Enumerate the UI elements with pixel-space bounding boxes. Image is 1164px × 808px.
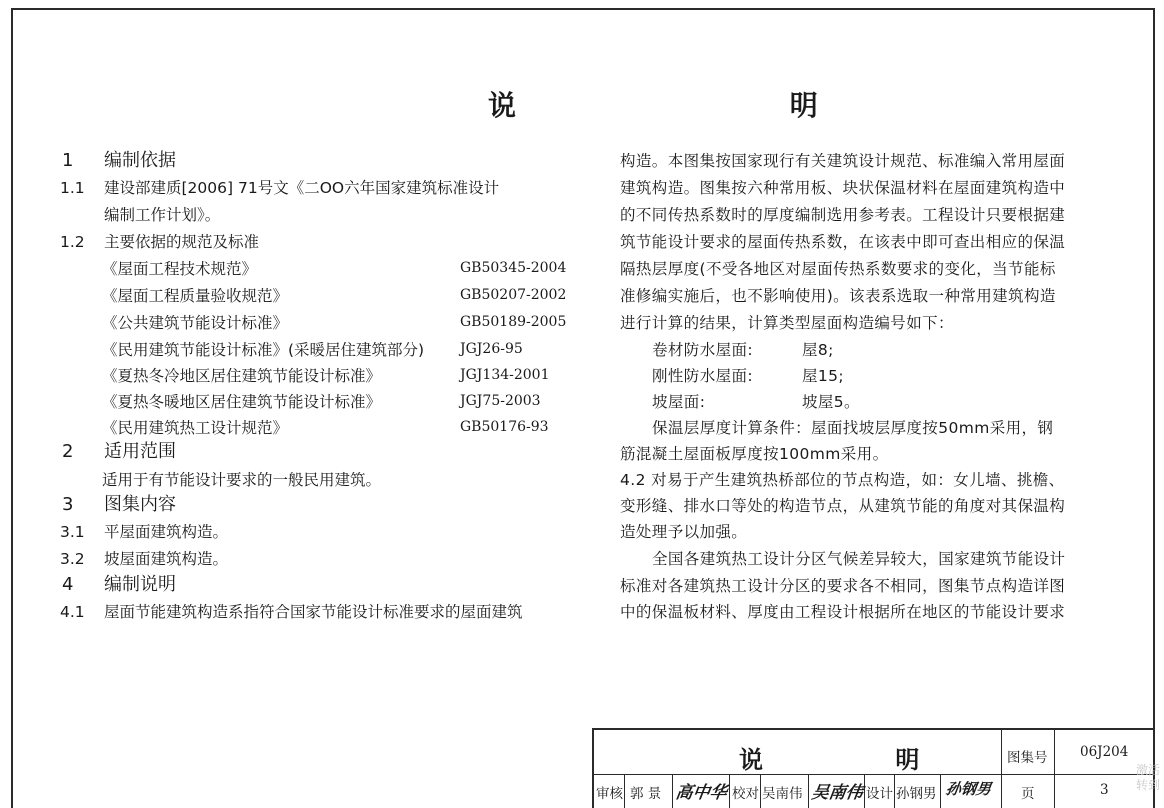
standard-code: JGJ26-95 [460,341,523,357]
standard-name: 《夏热冬暖地区居住建筑节能设计标准》 [102,393,382,411]
paragraph-line: 筑节能设计要求的屋面传热系数，在该表中即可查出相应的保温 [620,233,1066,251]
roof-type-name: 卷材防水屋面: [652,341,754,359]
paragraph-line: 的不同传热系数时的厚度编制选用参考表。工程设计只要根据建 [620,206,1066,224]
item-3-2 [60,549,228,569]
item-text: 坡屋面建筑构造。 [104,550,229,568]
roof-type-code: 屋15; [802,367,845,385]
item-4-2-cont: 变形缝、排水口等处的构造节点，从建筑节能的角度对其保温构 [620,497,1066,515]
roof-type-code: 屋8; [802,341,834,359]
title-block-title: 说 明 [739,746,982,774]
item-1-2 [60,232,259,252]
item-text: 建设部建质[2006] 71号文《二OO六年国家建筑标准设计 [104,179,500,197]
title-block-divider [729,774,730,808]
item-1-1-cont: 编制工作计划》。 [104,206,221,224]
calc-condition: 保温层厚度计算条件：屋面找坡层厚度按50mm采用，钢 [652,419,1054,437]
item-text: 主要依据的规范及标准 [104,233,260,251]
section-2-heading [62,442,176,462]
reviewer-name: 郭 景 [630,786,662,802]
item-4-1 [60,602,523,622]
standard-code: JGJ75-2003 [460,393,541,409]
section-title: 适用范围 [104,441,176,462]
page-title: 说 明 [488,89,950,122]
item-number: 1.2 [60,233,85,251]
paragraph-line: 隔热层厚度(不受各地区对屋面传热系数要求的变化，当节能标 [620,260,1056,278]
title-block-divider [1001,730,1002,808]
section-number: 1 [62,150,74,171]
standard-code: GB50207-2002 [460,287,567,303]
paragraph-line: 准修编实施后，也不影响使用)。该表系选取一种常用建筑构造 [620,287,1056,305]
section-3-heading [62,495,176,515]
item-text: 屋面节能建筑构造系指符合国家节能设计标准要求的屋面建筑 [104,603,523,621]
item-4-2-cont: 造处理予以加强。 [620,523,748,541]
item-number: 3.2 [60,550,85,568]
checker-signature: 吴南伟 [810,783,865,803]
section-2-text: 适用于有节能设计要求的一般民用建筑。 [102,471,382,489]
title-block-divider [760,774,761,808]
atlas-label: 图集号 [1007,750,1048,766]
standard-name: 《屋面工程质量验收规范》 [102,287,289,305]
section-4-heading [62,575,176,595]
checker-name: 吴南伟 [762,786,803,802]
page-number: 3 [1100,782,1109,798]
title-block-divider [894,774,895,808]
standard-name: 《夏热冬冷地区居住建筑节能设计标准》 [102,367,382,385]
page-label: 页 [1021,786,1035,802]
standard-code: GB50176-93 [460,419,549,435]
item-4-2: 4.2 对易于产生建筑热桥部位的节点构造，如：女儿墙、挑檐、 [620,471,1065,489]
section-number: 2 [62,441,74,462]
watermark: 激活 转到 [1135,763,1160,792]
item-text: 平屋面建筑构造。 [104,523,229,541]
section-title: 图集内容 [104,494,176,515]
title-block-divider [1054,730,1055,808]
atlas-number: 06J204 [1080,744,1129,760]
section-number: 3 [62,494,74,515]
paragraph-line: 建筑构造。图集按六种常用板、块状保温材料在屋面建筑构造中 [620,179,1066,197]
standard-name: 《公共建筑节能设计标准》 [102,314,289,332]
title-block [592,728,1155,808]
title-block-divider [808,774,809,808]
section-title: 编制说明 [104,574,176,595]
design-label: 设计 [866,786,893,802]
roof-type-name: 坡屋面: [652,393,706,411]
calc-condition-cont: 筋混凝土屋面板厚度按100mm采用。 [620,445,889,463]
item-1-1 [60,178,499,198]
paragraph-line: 全国各建筑热工设计分区气候差异较大，国家建筑节能设计 [652,550,1066,568]
standard-code: GB50345-2004 [460,260,567,276]
roof-type-name: 刚性防水屋面: [652,367,754,385]
item-3-1 [60,522,228,542]
section-1-heading [62,151,176,171]
paragraph-line: 构造。本图集按国家现行有关建筑设计规范、标准编入常用屋面 [620,152,1066,170]
reviewer-signature: 高中华 [674,783,729,803]
roof-type-code: 坡屋5。 [802,393,860,411]
title-block-divider [672,774,673,808]
section-title: 编制依据 [104,150,176,171]
standard-name: 《民用建筑热工设计规范》 [102,419,289,437]
paragraph-line: 标准对各建筑热工设计分区的要求各不相同，图集节点构造详图 [620,577,1066,595]
standard-code: JGJ134-2001 [460,367,550,383]
paragraph-line: 进行计算的结果，计算类型屋面构造编号如下： [620,314,954,332]
standard-name: 《屋面工程技术规范》 [102,260,258,278]
standard-name: 《民用建筑节能设计标准》(采暖居住建筑部分) [102,341,425,359]
item-number: 1.1 [60,179,85,197]
item-number: 3.1 [60,523,85,541]
title-block-divider [624,774,625,808]
standard-code: GB50189-2005 [460,314,567,330]
section-number: 4 [62,574,74,595]
paragraph-line: 中的保温板材料、厚度由工程设计根据所在地区的节能设计要求 [620,603,1066,621]
check-label: 校对 [732,786,759,802]
title-block-divider [940,774,941,808]
designer-name: 孙钢男 [896,786,937,802]
designer-signature: 孙钢男 [944,780,993,798]
review-label: 审核 [596,786,623,802]
item-number: 4.1 [60,603,85,621]
